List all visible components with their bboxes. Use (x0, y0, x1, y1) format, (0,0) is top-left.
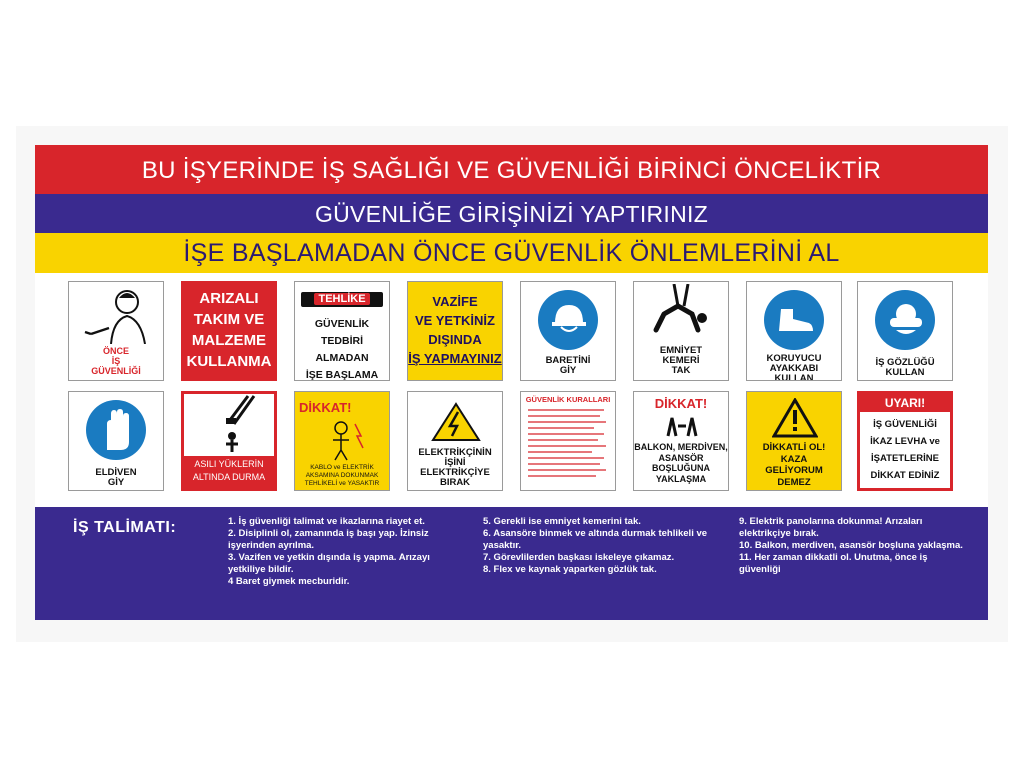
helmet-icon (549, 301, 589, 335)
header-precaution-banner: İŞE BAŞLAMADAN ÖNCE GÜVENLİK ÖNLEMLERİNİ AL (35, 233, 988, 273)
sign-safety-goggles: İŞ GÖZLÜĞÜ KULLAN (857, 281, 953, 381)
sign-safety-rules: GÜVENLİK KURALLARI (520, 391, 616, 491)
sign-balcony-danger: DİKKAT! BALKON, MERDİVEN, ASANSÖR BOŞLUĞUNA YAKLAŞMA (633, 391, 729, 491)
sign-suspended-load: ASILI YÜKLERİN ALTINDA DURMA (181, 391, 277, 491)
sign-cable-danger: DİKKAT! KABLO ve ELEKTRİK AKSAMINA DOKUNMAK TEHLİKELİ ve YASAKTIR (294, 391, 390, 491)
sign-wear-helmet: BARETİNİ GİY (520, 281, 616, 381)
falling-hands-icon (662, 412, 702, 438)
worker-pointing-icon (69, 284, 163, 344)
sign-electrician-only: ELEKTRİKÇİNİN İŞİNİ ELEKTRİKÇİYE BIRAK (407, 391, 503, 491)
safety-harness-icon (634, 284, 728, 342)
instructions-label: İŞ TALİMATI: (73, 519, 177, 536)
warning-triangle-icon (772, 398, 818, 438)
sign-authority-scope: VAZİFE VE YETKİNİZ DIŞINDA İŞ YAPMAYINIZ (407, 281, 503, 381)
instruction-item: 2. Disiplinli ol, zamanında iş başı yap. İzinsiz işyerinden ayrılma. (228, 528, 429, 551)
sign-faulty-tools: ARIZALI TAKIM VE MALZEME KULLANMA (181, 281, 277, 381)
instruction-item: 3. Vazifen ve yetkin dışında iş yapma. Arızayı yetkiliye bildir. (228, 552, 430, 575)
instruction-item: 8. Flex ve kaynak yaparken gözlük tak. (483, 564, 657, 575)
instruction-item: 5. Gerekli ise emniyet kemerini tak. (483, 516, 641, 527)
glove-icon (97, 408, 137, 452)
instructions-column-3 (739, 516, 969, 576)
sign-wear-gloves: ELDİVEN GİY (68, 391, 164, 491)
instruction-item: 7. Görevlilerden başkası iskeleye çıkamaz. (483, 552, 675, 563)
sign-safety-harness: EMNİYET KEMERİ TAK (633, 281, 729, 381)
instruction-item: 6. Asansöre binmek ve altında durmak tehlikeli ve yasaktır. (483, 528, 708, 551)
instructions-panel (35, 507, 988, 620)
instruction-item: 10. Balkon, merdiven, asansör boşluna yaklaşma. (739, 540, 963, 551)
sign-danger-safety-measures: TEHLİKE GÜVENLİK TEDBİRİ ALMADAN İŞE BAŞLAMA (294, 281, 390, 381)
goggles-icon (886, 300, 926, 340)
sign-worker-first-safety: ÖNCE İŞ GÜVENLİĞİ (68, 281, 164, 381)
instructions-column-1 (228, 516, 468, 588)
instruction-item: 1. İş güvenliği talimat ve ikazlarına riayet et. (228, 516, 425, 527)
electric-shock-icon (319, 418, 369, 462)
rules-list-icon (524, 406, 614, 488)
instruction-item: 9. Elektrik panolarına dokunma! Arızaları elektrikçiye bırak. (739, 516, 923, 539)
signs-panel (35, 273, 988, 507)
instruction-item: 4 Baret giymek mecburidir. (228, 576, 350, 587)
sign-safety-shoes: KORUYUCU AYAKKABI KULLAN (746, 281, 842, 381)
suspended-load-icon (184, 394, 274, 456)
safety-boot-icon (775, 305, 815, 335)
instructions-column-2 (483, 516, 723, 576)
header-entry-banner: GÜVENLİĞE GİRİŞİNİZİ YAPTIRINIZ (35, 194, 988, 233)
header-priority-banner: BU İŞYERİNDE İŞ SAĞLIĞI VE GÜVENLİĞİ BİRİNCİ ÖNCELİKTİR (35, 145, 988, 194)
instruction-item: 11. Her zaman dikkatli ol. Unutma, önce iş güvenliği (739, 552, 928, 575)
high-voltage-icon (431, 402, 481, 442)
sign-be-careful: DİKKATLİ OL! KAZA GELİYORUM DEMEZ (746, 391, 842, 491)
sign-warning-notice: UYARI! İŞ GÜVENLİĞİ İKAZ LEVHA ve İŞATETLERİNE DİKKAT EDİNİZ (857, 391, 953, 491)
